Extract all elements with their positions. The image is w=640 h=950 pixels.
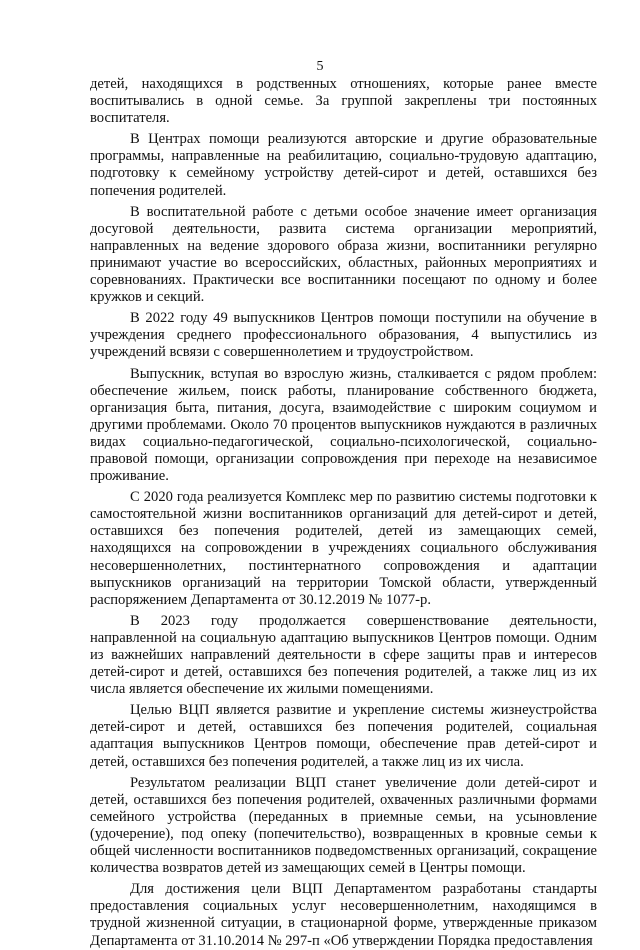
paragraph-programs: В Центрах помощи реализуются авторские и другие образовательные программы, направленные на реабилитацию, социально-трудовую адаптацию, подготовку к семейному устройству детей-сирот и детей, оставшихся без попечения родителей. — [90, 131, 597, 199]
page-number: 5 — [316, 59, 324, 74]
document-body — [90, 76, 597, 950]
paragraph-educational-work: В воспитательной работе с детьми особое значение имеет организация досуговой деятельности, развита система организации мероприятий, направленных на ведение здорового образа жизни, воспитанники регулярно принимают участие во всероссийских, областных, районных мероприятиях и соревнованиях. Практически все воспитанники посещают по одному и более кружков и секций. — [90, 203, 597, 306]
paragraph-standards: Для достижения цели ВЦП Департаментом разработаны стандарты предоставления социальных услуг несовершеннолетним, находящимся в трудной жизненной ситуации, в стационарной форме, утвержденные приказом Департамента от 31.10.2014 № 297-п «Об утверждении Порядка предоставления — [90, 881, 597, 949]
paragraph-graduate-problems: Выпускник, вступая во взрослую жизнь, сталкивается с рядом проблем: обеспечение жильем, поиск работы, планирование собственного бюджета, организация быта, питания, досуга, взаимодействие с широким социумом и другими проблемами. Около 70 процентов выпускников нуждаются в различных видах социально-педагогической, социально-психологической, социально-правовой помощи, организации сопровождения при переходе на независимое проживание. — [90, 365, 597, 485]
paragraph-continued: детей, находящихся в родственных отношениях, которые ранее вместе воспитывались в одной семье. За группой закреплены три постоянных воспитателя. — [90, 76, 597, 127]
paragraph-vcp-result: Результатом реализации ВЦП станет увеличение доли детей-сирот и детей, оставшихся без попечения родителей, охваченных различными формами семейного устройства (переданных в приемные семьи, на усыновление (удочерение), под опеку (попечительство), возвращенных в кровные семьи к общей численности воспитанников подведомственных организаций, сокращение количества возвратов детей из замещающих семей в Центры помощи. — [90, 774, 597, 877]
paragraph-complex-measures: С 2020 года реализуется Комплекс мер по развитию системы подготовки к самостоятельной жизни воспитанников организаций для детей-сирот и детей, оставшихся без попечения родителей, детей из замещающих семей, находящихся на сопровождении в учреждениях социального обслуживания несовершеннолетних, постинтернатного сопровождения и адаптации выпускников организаций на территории Томской области, утвержденный распоряжением Департамента от 30.12.2019 № 1077-р. — [90, 489, 597, 608]
paragraph-2023-improvement: В 2023 году продолжается совершенствование деятельности, направленной на социальную адаптацию выпускников Центров помощи. Одним из важнейших направлений деятельности в сфере защиты прав и интересов детей-сирот и детей, оставшихся без попечения родителей, а также лиц из их числа является обеспечение их жилыми помещениями. — [90, 612, 597, 698]
paragraph-vcp-goal: Целью ВЦП является развитие и укрепление системы жизнеустройства детей-сирот и детей, оставшихся без попечения родителей, социальная адаптация выпускников Центров помощи, обеспечение прав детей-сирот и детей, оставшихся без попечения родителей, а также лиц из их числа. — [90, 702, 597, 770]
paragraph-graduates-2022: В 2022 году 49 выпускников Центров помощи поступили на обучение в учреждения среднего профессионального образования, 4 выпустились из учреждений всвязи с совершеннолетием и трудоустройством. — [90, 310, 597, 361]
